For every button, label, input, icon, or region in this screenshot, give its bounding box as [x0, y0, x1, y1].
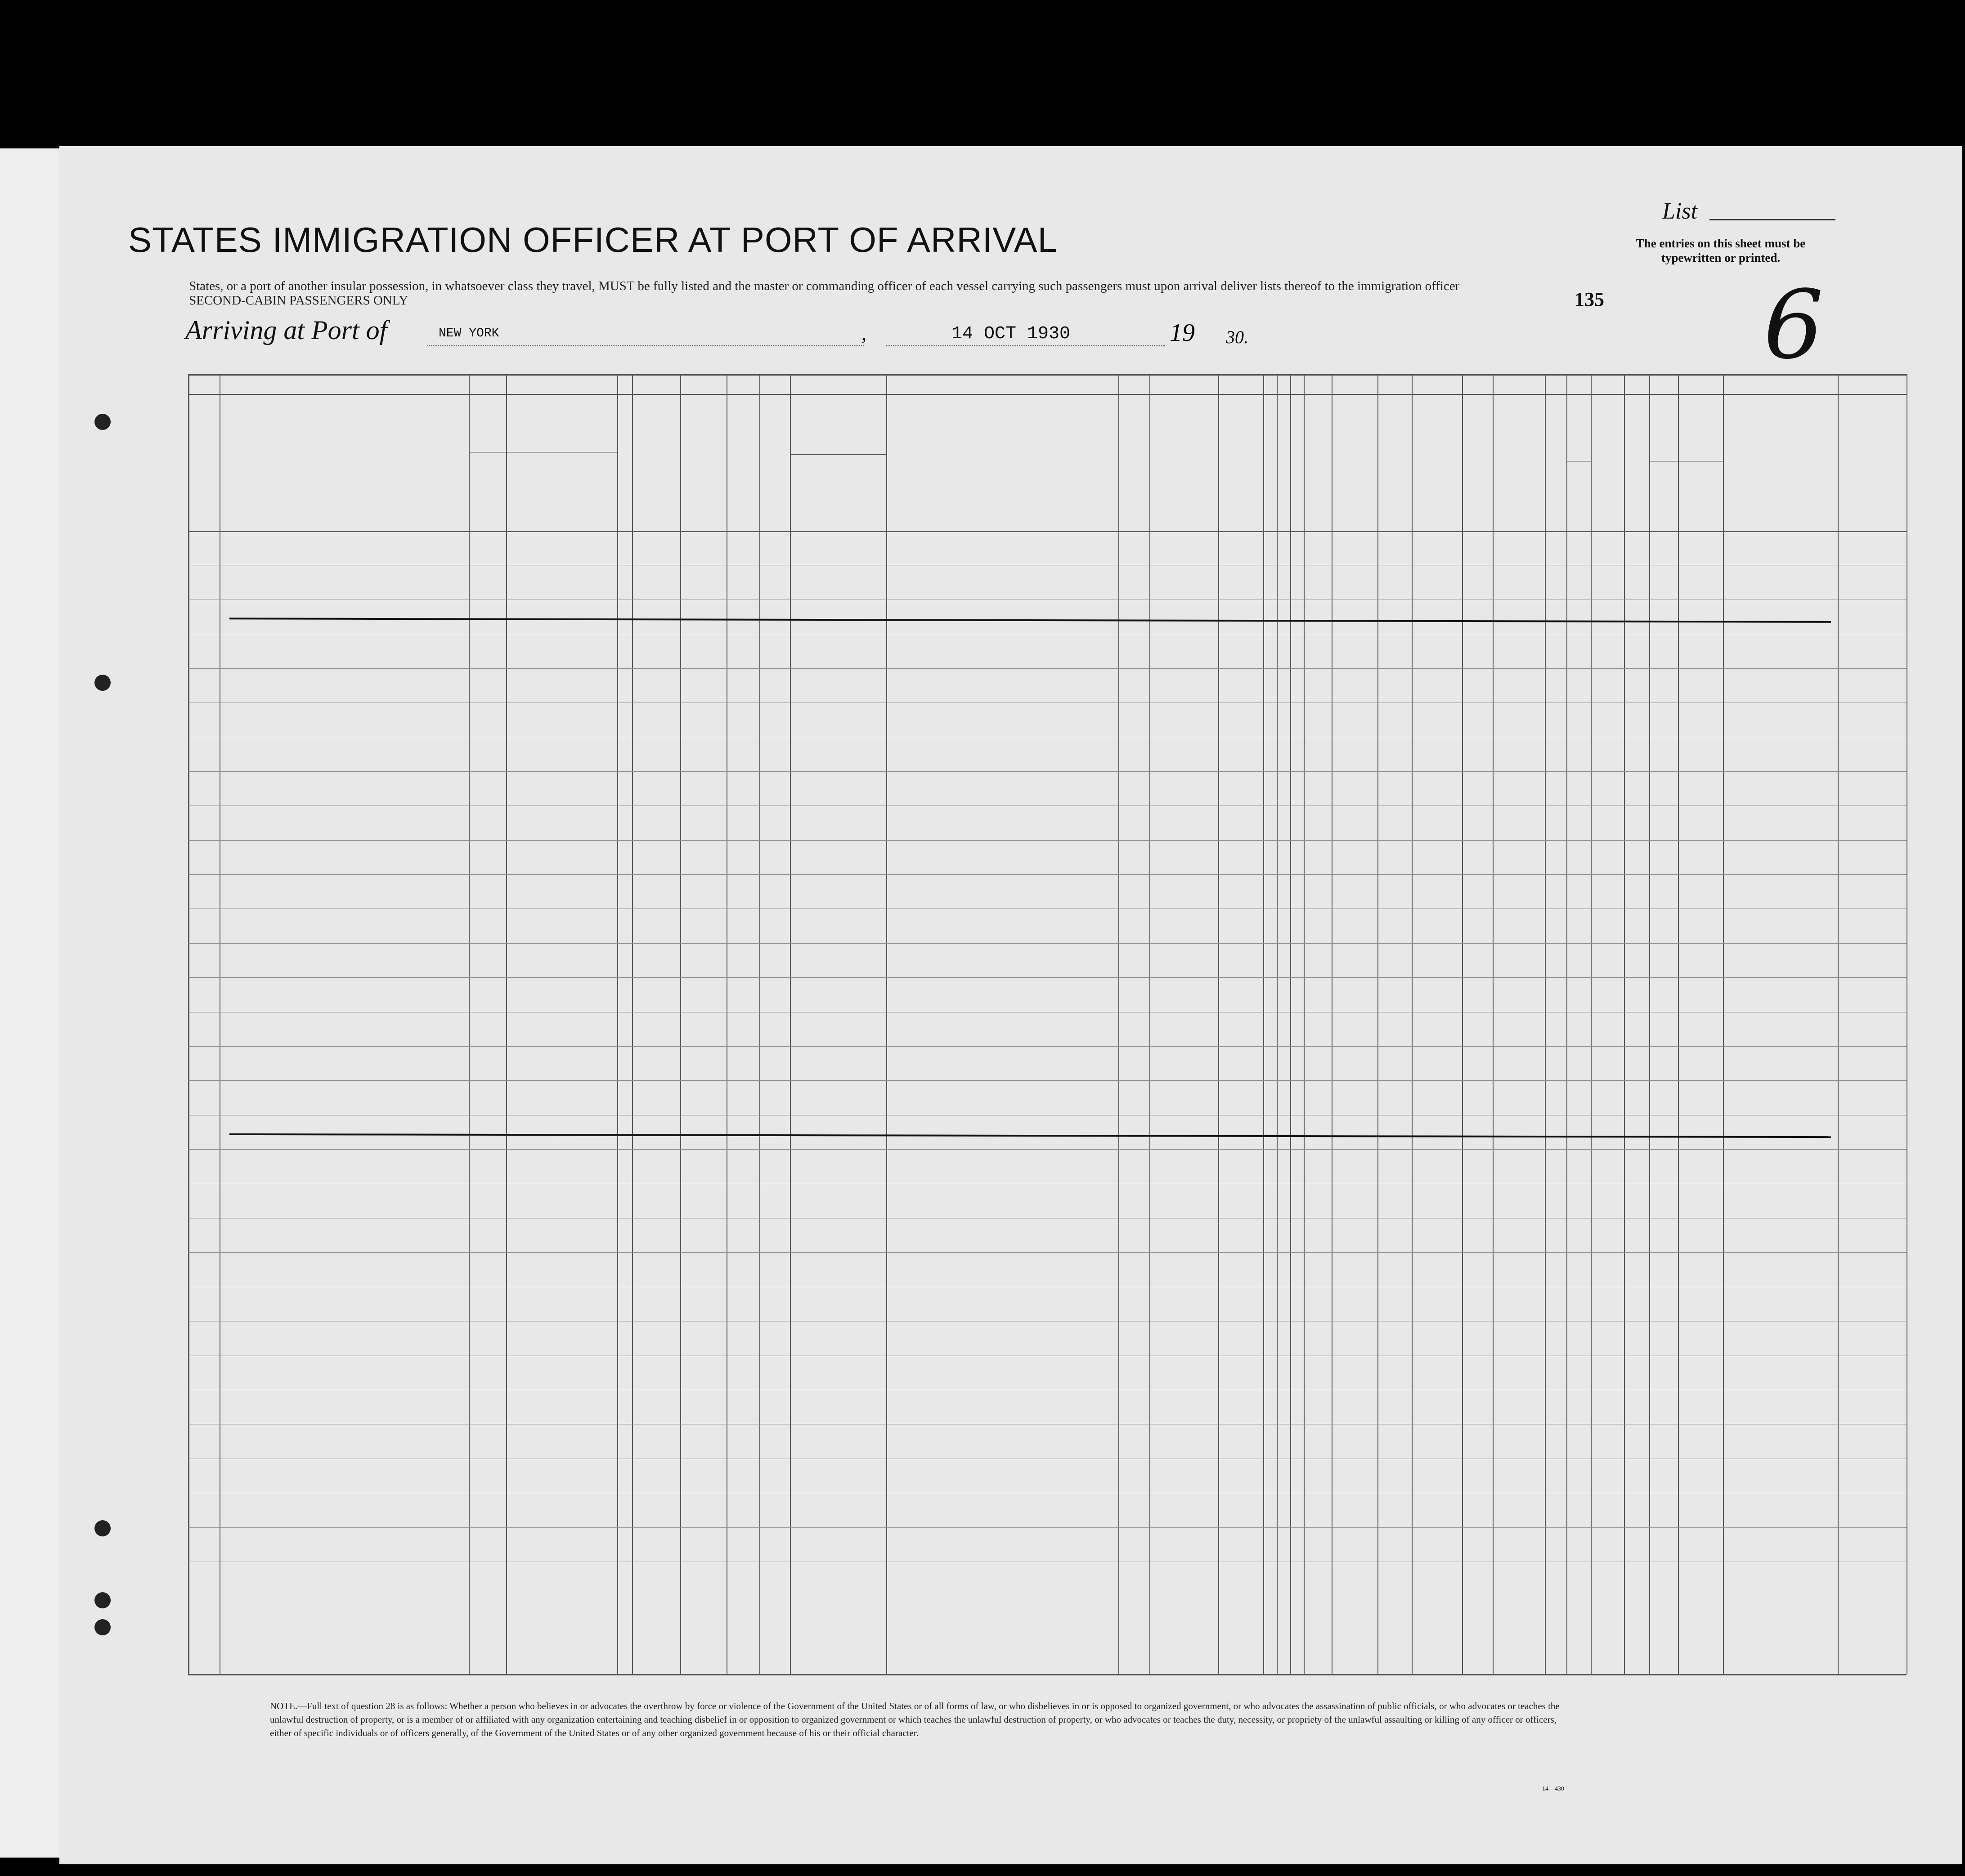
column-number-rule — [188, 394, 1907, 395]
arrival-date-stamp: 14 OCT 1930 — [951, 324, 1071, 344]
column-rule — [1493, 374, 1494, 1674]
row-divider — [188, 1046, 1907, 1047]
sheet-number: 135 — [1575, 288, 1604, 310]
column-rule — [1649, 374, 1650, 1674]
column-rule — [1678, 374, 1679, 1674]
list-label: List — [1662, 198, 1698, 224]
row-divider — [188, 943, 1907, 944]
form-class-label: SECOND-CABIN PASSENGERS ONLY — [189, 293, 408, 308]
column-rule — [1412, 374, 1413, 1674]
row-divider — [188, 977, 1907, 978]
column-rule — [1304, 374, 1305, 1674]
port-of-arrival: NEW YORK — [439, 327, 499, 340]
row-divider — [188, 668, 1907, 669]
column-rule — [1118, 374, 1119, 1674]
table-bottom-rule — [188, 1674, 1907, 1675]
column-rule — [1838, 374, 1839, 1674]
form-title: STATES IMMIGRATION OFFICER AT PORT OF ARRIVAL — [128, 220, 1058, 260]
column-rule — [1277, 374, 1278, 1674]
manifest-sheet — [59, 146, 1962, 1864]
comma: , — [861, 322, 866, 345]
column-rule — [632, 374, 633, 1674]
column-rule — [1218, 374, 1219, 1674]
previous-page-edge — [0, 148, 59, 1858]
column-rule — [188, 374, 189, 1674]
row-divider — [188, 840, 1907, 841]
list-field-line — [1709, 219, 1835, 220]
typewritten-note: The entries on this sheet must be typewritten or printed. — [1636, 237, 1806, 264]
row-divider — [188, 1080, 1907, 1081]
row-divider — [188, 771, 1907, 772]
row-divider — [188, 874, 1907, 875]
form-code: 14—430 — [1542, 1786, 1564, 1792]
date-underline — [886, 345, 1165, 346]
column-rule — [1566, 374, 1567, 1674]
row-divider — [188, 1527, 1907, 1528]
column-rule — [469, 374, 470, 1674]
column-rule — [759, 374, 760, 1674]
column-rule — [617, 374, 618, 1674]
column-rule — [1462, 374, 1463, 1674]
form-instructions: States, or a port of another insular possession, in whatsoever class they travel, MUST be fully listed and the master or commanding officer of each vessel carrying such passengers must upon arrival deliver lists thereof to the immigration officer — [189, 279, 1460, 293]
column-rule — [1591, 374, 1592, 1674]
column-rule — [1377, 374, 1378, 1674]
header-bottom-rule — [188, 531, 1907, 532]
year-prefix: 19 — [1170, 319, 1195, 347]
column-rule — [506, 374, 507, 1674]
before-subrule — [790, 454, 886, 455]
header-top-rule — [188, 374, 1907, 376]
column-rule — [1149, 374, 1150, 1674]
column-rule — [1290, 374, 1291, 1674]
column-rule — [886, 374, 887, 1674]
column-rule — [1624, 374, 1625, 1674]
row-divider — [188, 1149, 1907, 1150]
column-rule — [1263, 374, 1264, 1674]
port-underline — [427, 345, 864, 346]
handwritten-page-number: 6 — [1763, 270, 1824, 380]
year-suffix: 30. — [1226, 327, 1248, 347]
footnote-question-28: NOTE.—Full text of question 28 is as follows: Whether a person who believes in or advocates the overthrow by force or violence of the Government of the United States or of all forms of law, or who disbelieves in or is opposed to organized government, or who advocates the assassination of public officials, or who advocates or teaches the unlawful destruction of property, or is a member of or affiliated with any organization entertaining and teaching disbelief in or opposition to organized government or which teaches the unlawful destruction of property, or who advocates or teaches the duty, necessity, or propriety of the unlawful assaulting or killing of any officer or officers, either of specific individuals or of officers generally, of the Government of the United States or of any other organized government because of his or their official character. — [270, 1701, 1560, 1738]
column-rule — [1545, 374, 1546, 1674]
column-rule — [680, 374, 681, 1674]
arriving-label: Arriving at Port of — [185, 315, 387, 345]
column-rule — [1723, 374, 1724, 1674]
column-rule — [790, 374, 791, 1674]
row-divider — [188, 1252, 1907, 1253]
